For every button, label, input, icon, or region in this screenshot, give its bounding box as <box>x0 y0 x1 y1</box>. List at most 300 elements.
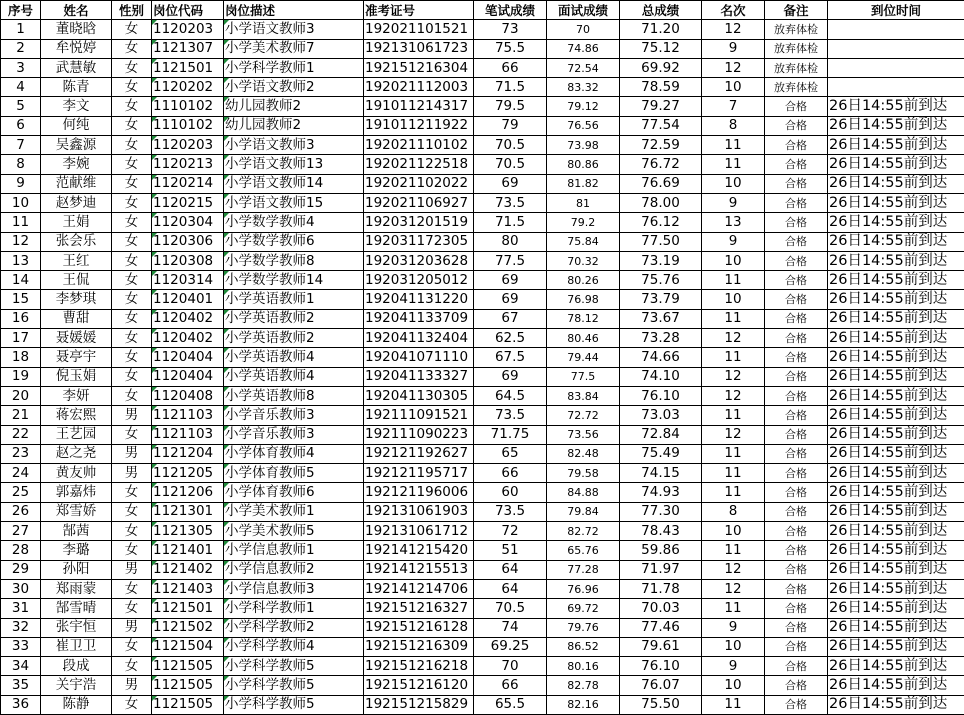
cell-exam-number[interactable]: 192031205012 <box>364 271 474 290</box>
cell-name[interactable]: 王艺园 <box>41 425 112 444</box>
cell-arrival-time[interactable]: 26日14:55前到达 <box>828 232 964 251</box>
cell-position-description[interactable]: 小学音乐教师3 <box>224 425 364 444</box>
cell-position-description[interactable]: 幼儿园教师2 <box>224 97 364 116</box>
cell-interview-score[interactable]: 83.84 <box>547 386 620 405</box>
cell-rank[interactable]: 11 <box>702 599 765 618</box>
cell-name[interactable]: 吴鑫源 <box>41 136 112 155</box>
cell-rank[interactable]: 10 <box>702 637 765 656</box>
cell-interview-score[interactable]: 79.12 <box>547 97 620 116</box>
cell-interview-score[interactable]: 74.86 <box>547 39 620 58</box>
cell-seq[interactable]: 9 <box>1 174 41 193</box>
cell-remark[interactable]: 合格 <box>765 290 828 309</box>
cell-position-code[interactable]: 1121301 <box>152 502 224 521</box>
cell-rank[interactable]: 13 <box>702 213 765 232</box>
cell-exam-number[interactable]: 192041131220 <box>364 290 474 309</box>
cell-gender[interactable]: 女 <box>112 367 152 386</box>
cell-remark[interactable]: 合格 <box>765 251 828 270</box>
cell-position-code[interactable]: 1120401 <box>152 290 224 309</box>
cell-written-score[interactable]: 65 <box>474 444 547 463</box>
cell-position-description[interactable]: 小学语文教师3 <box>224 20 364 39</box>
cell-remark[interactable]: 合格 <box>765 637 828 656</box>
cell-seq[interactable]: 3 <box>1 58 41 77</box>
cell-gender[interactable]: 男 <box>112 464 152 483</box>
cell-seq[interactable]: 32 <box>1 618 41 637</box>
cell-exam-number[interactable]: 192111091521 <box>364 406 474 425</box>
cell-exam-number[interactable]: 192021102022 <box>364 174 474 193</box>
cell-position-code[interactable]: 1110102 <box>152 97 224 116</box>
cell-position-description[interactable]: 小学科学教师2 <box>224 618 364 637</box>
cell-arrival-time[interactable]: 26日14:55前到达 <box>828 541 964 560</box>
cell-rank[interactable]: 11 <box>702 444 765 463</box>
cell-total-score[interactable]: 73.28 <box>620 329 702 348</box>
cell-rank[interactable]: 12 <box>702 560 765 579</box>
cell-remark[interactable]: 合格 <box>765 676 828 695</box>
header-position-code[interactable]: 岗位代码 <box>152 1 224 20</box>
cell-position-description[interactable]: 小学数学教师14 <box>224 271 364 290</box>
cell-interview-score[interactable]: 70.32 <box>547 251 620 270</box>
cell-total-score[interactable]: 73.19 <box>620 251 702 270</box>
cell-written-score[interactable]: 69 <box>474 174 547 193</box>
cell-name[interactable]: 赵梦迪 <box>41 193 112 212</box>
cell-arrival-time[interactable]: 26日14:55前到达 <box>828 174 964 193</box>
cell-position-description[interactable]: 小学美术教师5 <box>224 522 364 541</box>
header-rank[interactable]: 名次 <box>702 1 765 20</box>
cell-position-code[interactable]: 1120304 <box>152 213 224 232</box>
cell-interview-score[interactable]: 80.86 <box>547 155 620 174</box>
cell-rank[interactable]: 11 <box>702 695 765 714</box>
cell-written-score[interactable]: 62.5 <box>474 329 547 348</box>
cell-exam-number[interactable]: 192131061712 <box>364 522 474 541</box>
cell-position-code[interactable]: 1121206 <box>152 483 224 502</box>
cell-remark[interactable]: 合格 <box>765 309 828 328</box>
cell-total-score[interactable]: 74.93 <box>620 483 702 502</box>
cell-total-score[interactable]: 76.12 <box>620 213 702 232</box>
cell-rank[interactable]: 10 <box>702 174 765 193</box>
cell-gender[interactable]: 女 <box>112 290 152 309</box>
cell-gender[interactable]: 女 <box>112 483 152 502</box>
cell-gender[interactable]: 女 <box>112 348 152 367</box>
cell-position-code[interactable]: 1121505 <box>152 676 224 695</box>
cell-name[interactable]: 李梦琪 <box>41 290 112 309</box>
cell-gender[interactable]: 女 <box>112 39 152 58</box>
cell-exam-number[interactable]: 192141214706 <box>364 579 474 598</box>
cell-written-score[interactable]: 51 <box>474 541 547 560</box>
cell-written-score[interactable]: 71.5 <box>474 78 547 97</box>
cell-position-code[interactable]: 1121103 <box>152 406 224 425</box>
cell-name[interactable]: 武慧敏 <box>41 58 112 77</box>
cell-seq[interactable]: 28 <box>1 541 41 560</box>
cell-written-score[interactable]: 66 <box>474 464 547 483</box>
cell-interview-score[interactable]: 76.96 <box>547 579 620 598</box>
cell-name[interactable]: 郜雪晴 <box>41 599 112 618</box>
cell-rank[interactable]: 9 <box>702 657 765 676</box>
cell-rank[interactable]: 12 <box>702 20 765 39</box>
cell-interview-score[interactable]: 78.12 <box>547 309 620 328</box>
cell-name[interactable]: 李璐 <box>41 541 112 560</box>
cell-exam-number[interactable]: 192131061723 <box>364 39 474 58</box>
cell-position-description[interactable]: 小学科学教师1 <box>224 58 364 77</box>
cell-name[interactable]: 陈青 <box>41 78 112 97</box>
cell-position-description[interactable]: 小学科学教师1 <box>224 599 364 618</box>
cell-remark[interactable]: 合格 <box>765 502 828 521</box>
cell-arrival-time[interactable]: 26日14:55前到达 <box>828 136 964 155</box>
cell-seq[interactable]: 34 <box>1 657 41 676</box>
cell-gender[interactable]: 男 <box>112 618 152 637</box>
cell-interview-score[interactable]: 81.82 <box>547 174 620 193</box>
cell-name[interactable]: 牟悦婷 <box>41 39 112 58</box>
cell-seq[interactable]: 36 <box>1 695 41 714</box>
cell-remark[interactable]: 放弃体检 <box>765 78 828 97</box>
cell-position-description[interactable]: 小学信息教师1 <box>224 541 364 560</box>
cell-exam-number[interactable]: 192031203628 <box>364 251 474 270</box>
cell-position-description[interactable]: 小学英语教师8 <box>224 386 364 405</box>
cell-interview-score[interactable]: 79.44 <box>547 348 620 367</box>
cell-gender[interactable]: 女 <box>112 78 152 97</box>
cell-rank[interactable]: 11 <box>702 309 765 328</box>
cell-name[interactable]: 聂媛媛 <box>41 329 112 348</box>
cell-gender[interactable]: 男 <box>112 444 152 463</box>
cell-written-score[interactable]: 71.5 <box>474 213 547 232</box>
cell-interview-score[interactable]: 82.48 <box>547 444 620 463</box>
cell-name[interactable]: 赵之尧 <box>41 444 112 463</box>
cell-remark[interactable]: 合格 <box>765 97 828 116</box>
cell-rank[interactable]: 9 <box>702 232 765 251</box>
cell-rank[interactable]: 10 <box>702 522 765 541</box>
cell-gender[interactable]: 女 <box>112 213 152 232</box>
cell-gender[interactable]: 男 <box>112 676 152 695</box>
cell-position-code[interactable]: 1120404 <box>152 348 224 367</box>
cell-arrival-time[interactable]: 26日14:55前到达 <box>828 193 964 212</box>
cell-total-score[interactable]: 73.67 <box>620 309 702 328</box>
cell-exam-number[interactable]: 192151216304 <box>364 58 474 77</box>
cell-arrival-time[interactable]: 26日14:55前到达 <box>828 483 964 502</box>
cell-position-code[interactable]: 1120213 <box>152 155 224 174</box>
cell-written-score[interactable]: 69 <box>474 367 547 386</box>
cell-total-score[interactable]: 73.03 <box>620 406 702 425</box>
cell-rank[interactable]: 7 <box>702 97 765 116</box>
cell-exam-number[interactable]: 192151216218 <box>364 657 474 676</box>
cell-position-description[interactable]: 小学科学教师5 <box>224 695 364 714</box>
cell-interview-score[interactable]: 79.2 <box>547 213 620 232</box>
cell-name[interactable]: 崔卫卫 <box>41 637 112 656</box>
cell-name[interactable]: 王红 <box>41 251 112 270</box>
cell-seq[interactable]: 29 <box>1 560 41 579</box>
cell-arrival-time[interactable]: 26日14:55前到达 <box>828 522 964 541</box>
cell-position-code[interactable]: 1120203 <box>152 136 224 155</box>
cell-seq[interactable]: 24 <box>1 464 41 483</box>
cell-written-score[interactable]: 70.5 <box>474 136 547 155</box>
cell-total-score[interactable]: 76.07 <box>620 676 702 695</box>
cell-position-description[interactable]: 小学语文教师14 <box>224 174 364 193</box>
cell-rank[interactable]: 11 <box>702 271 765 290</box>
cell-gender[interactable]: 男 <box>112 406 152 425</box>
cell-arrival-time[interactable]: 26日14:55前到达 <box>828 657 964 676</box>
cell-seq[interactable]: 15 <box>1 290 41 309</box>
cell-remark[interactable]: 合格 <box>765 541 828 560</box>
cell-interview-score[interactable]: 65.76 <box>547 541 620 560</box>
cell-arrival-time[interactable]: 26日14:55前到达 <box>828 599 964 618</box>
cell-seq[interactable]: 8 <box>1 155 41 174</box>
cell-interview-score[interactable]: 76.98 <box>547 290 620 309</box>
cell-written-score[interactable]: 64.5 <box>474 386 547 405</box>
cell-gender[interactable]: 女 <box>112 425 152 444</box>
cell-remark[interactable]: 合格 <box>765 386 828 405</box>
cell-remark[interactable]: 合格 <box>765 136 828 155</box>
cell-remark[interactable]: 合格 <box>765 213 828 232</box>
cell-name[interactable]: 何纯 <box>41 116 112 135</box>
cell-position-description[interactable]: 小学数学教师4 <box>224 213 364 232</box>
cell-name[interactable]: 蒋宏熙 <box>41 406 112 425</box>
cell-exam-number[interactable]: 192131061903 <box>364 502 474 521</box>
cell-arrival-time[interactable]: 26日14:55前到达 <box>828 618 964 637</box>
cell-position-description[interactable]: 小学美术教师7 <box>224 39 364 58</box>
cell-seq[interactable]: 17 <box>1 329 41 348</box>
cell-written-score[interactable]: 66 <box>474 58 547 77</box>
cell-position-description[interactable]: 小学语文教师13 <box>224 155 364 174</box>
cell-gender[interactable]: 女 <box>112 541 152 560</box>
cell-interview-score[interactable]: 77.28 <box>547 560 620 579</box>
cell-rank[interactable]: 12 <box>702 329 765 348</box>
cell-total-score[interactable]: 75.12 <box>620 39 702 58</box>
cell-interview-score[interactable]: 77.5 <box>547 367 620 386</box>
cell-position-description[interactable]: 小学体育教师6 <box>224 483 364 502</box>
cell-exam-number[interactable]: 192021110102 <box>364 136 474 155</box>
cell-position-code[interactable]: 1121305 <box>152 522 224 541</box>
cell-seq[interactable]: 18 <box>1 348 41 367</box>
cell-seq[interactable]: 22 <box>1 425 41 444</box>
cell-name[interactable]: 郑雨蒙 <box>41 579 112 598</box>
cell-written-score[interactable]: 69 <box>474 290 547 309</box>
cell-position-description[interactable]: 小学语文教师3 <box>224 136 364 155</box>
cell-position-code[interactable]: 1120215 <box>152 193 224 212</box>
cell-total-score[interactable]: 75.76 <box>620 271 702 290</box>
cell-rank[interactable]: 11 <box>702 155 765 174</box>
cell-remark[interactable]: 合格 <box>765 464 828 483</box>
cell-interview-score[interactable]: 82.72 <box>547 522 620 541</box>
cell-exam-number[interactable]: 192021101521 <box>364 20 474 39</box>
cell-position-description[interactable]: 小学英语教师2 <box>224 329 364 348</box>
cell-gender[interactable]: 女 <box>112 232 152 251</box>
cell-position-code[interactable]: 1121501 <box>152 58 224 77</box>
cell-total-score[interactable]: 77.46 <box>620 618 702 637</box>
cell-arrival-time[interactable]: 26日14:55前到达 <box>828 97 964 116</box>
cell-interview-score[interactable]: 79.58 <box>547 464 620 483</box>
cell-position-code[interactable]: 1121204 <box>152 444 224 463</box>
cell-gender[interactable]: 女 <box>112 579 152 598</box>
cell-arrival-time[interactable]: 26日14:55前到达 <box>828 290 964 309</box>
header-arrival-time[interactable]: 到位时间 <box>828 1 964 20</box>
cell-exam-number[interactable]: 192041130305 <box>364 386 474 405</box>
cell-name[interactable]: 聂亭宇 <box>41 348 112 367</box>
cell-seq[interactable]: 25 <box>1 483 41 502</box>
cell-written-score[interactable]: 64 <box>474 579 547 598</box>
cell-written-score[interactable]: 79 <box>474 116 547 135</box>
cell-seq[interactable]: 30 <box>1 579 41 598</box>
cell-total-score[interactable]: 71.78 <box>620 579 702 598</box>
cell-position-code[interactable]: 1121402 <box>152 560 224 579</box>
cell-seq[interactable]: 16 <box>1 309 41 328</box>
cell-rank[interactable]: 10 <box>702 290 765 309</box>
cell-name[interactable]: 李婉 <box>41 155 112 174</box>
cell-rank[interactable]: 9 <box>702 193 765 212</box>
cell-remark[interactable]: 合格 <box>765 271 828 290</box>
cell-remark[interactable]: 合格 <box>765 348 828 367</box>
cell-name[interactable]: 段成 <box>41 657 112 676</box>
cell-exam-number[interactable]: 192041133709 <box>364 309 474 328</box>
cell-exam-number[interactable]: 191011214317 <box>364 97 474 116</box>
cell-interview-score[interactable]: 86.52 <box>547 637 620 656</box>
cell-arrival-time[interactable]: 26日14:55前到达 <box>828 637 964 656</box>
cell-interview-score[interactable]: 73.98 <box>547 136 620 155</box>
cell-gender[interactable]: 女 <box>112 657 152 676</box>
cell-arrival-time[interactable]: 26日14:55前到达 <box>828 329 964 348</box>
cell-name[interactable]: 倪玉娟 <box>41 367 112 386</box>
cell-position-description[interactable]: 小学美术教师1 <box>224 502 364 521</box>
cell-exam-number[interactable]: 192021122518 <box>364 155 474 174</box>
cell-written-score[interactable]: 77.5 <box>474 251 547 270</box>
cell-rank[interactable]: 10 <box>702 251 765 270</box>
cell-exam-number[interactable]: 192141215420 <box>364 541 474 560</box>
cell-gender[interactable]: 女 <box>112 20 152 39</box>
cell-exam-number[interactable]: 192151216120 <box>364 676 474 695</box>
header-exam-number[interactable]: 准考证号 <box>364 1 474 20</box>
cell-interview-score[interactable]: 73.56 <box>547 425 620 444</box>
cell-written-score[interactable]: 71.75 <box>474 425 547 444</box>
cell-remark[interactable]: 合格 <box>765 116 828 135</box>
cell-gender[interactable]: 女 <box>112 174 152 193</box>
cell-remark[interactable]: 合格 <box>765 483 828 502</box>
cell-name[interactable]: 郑雪娇 <box>41 502 112 521</box>
cell-interview-score[interactable]: 76.56 <box>547 116 620 135</box>
header-name[interactable]: 姓名 <box>41 1 112 20</box>
cell-name[interactable]: 董晓晗 <box>41 20 112 39</box>
cell-position-description[interactable]: 小学英语教师2 <box>224 309 364 328</box>
cell-position-code[interactable]: 1120408 <box>152 386 224 405</box>
cell-exam-number[interactable]: 192151216309 <box>364 637 474 656</box>
cell-arrival-time[interactable]: 26日14:55前到达 <box>828 213 964 232</box>
cell-name[interactable]: 王侃 <box>41 271 112 290</box>
cell-written-score[interactable]: 70 <box>474 657 547 676</box>
cell-rank[interactable]: 11 <box>702 136 765 155</box>
header-position-description[interactable]: 岗位描述 <box>224 1 364 20</box>
cell-interview-score[interactable]: 84.88 <box>547 483 620 502</box>
cell-seq[interactable]: 5 <box>1 97 41 116</box>
cell-gender[interactable]: 女 <box>112 193 152 212</box>
cell-exam-number[interactable]: 192111090223 <box>364 425 474 444</box>
cell-written-score[interactable]: 74 <box>474 618 547 637</box>
cell-arrival-time[interactable]: 26日14:55前到达 <box>828 579 964 598</box>
cell-rank[interactable]: 8 <box>702 502 765 521</box>
cell-interview-score[interactable]: 82.16 <box>547 695 620 714</box>
cell-total-score[interactable]: 74.66 <box>620 348 702 367</box>
cell-position-code[interactable]: 1121504 <box>152 637 224 656</box>
cell-gender[interactable]: 女 <box>112 522 152 541</box>
cell-interview-score[interactable]: 72.54 <box>547 58 620 77</box>
cell-written-score[interactable]: 60 <box>474 483 547 502</box>
cell-arrival-time[interactable]: 26日14:55前到达 <box>828 367 964 386</box>
cell-gender[interactable]: 女 <box>112 251 152 270</box>
cell-total-score[interactable]: 69.92 <box>620 58 702 77</box>
cell-name[interactable]: 张会乐 <box>41 232 112 251</box>
cell-position-code[interactable]: 1120308 <box>152 251 224 270</box>
cell-position-code[interactable]: 1120404 <box>152 367 224 386</box>
cell-rank[interactable]: 12 <box>702 367 765 386</box>
cell-gender[interactable]: 女 <box>112 502 152 521</box>
cell-remark[interactable]: 合格 <box>765 193 828 212</box>
cell-written-score[interactable]: 70.5 <box>474 599 547 618</box>
cell-interview-score[interactable]: 83.32 <box>547 78 620 97</box>
cell-total-score[interactable]: 79.27 <box>620 97 702 116</box>
cell-seq[interactable]: 23 <box>1 444 41 463</box>
cell-gender[interactable]: 女 <box>112 637 152 656</box>
cell-position-code[interactable]: 1121501 <box>152 599 224 618</box>
cell-interview-score[interactable]: 72.72 <box>547 406 620 425</box>
cell-remark[interactable]: 合格 <box>765 560 828 579</box>
cell-exam-number[interactable]: 191011211922 <box>364 116 474 135</box>
cell-total-score[interactable]: 75.50 <box>620 695 702 714</box>
cell-position-description[interactable]: 小学体育教师4 <box>224 444 364 463</box>
cell-remark[interactable]: 合格 <box>765 657 828 676</box>
cell-exam-number[interactable]: 192021106927 <box>364 193 474 212</box>
cell-remark[interactable]: 合格 <box>765 406 828 425</box>
header-gender[interactable]: 性别 <box>112 1 152 20</box>
cell-interview-score[interactable]: 81 <box>547 193 620 212</box>
cell-remark[interactable]: 合格 <box>765 155 828 174</box>
cell-position-description[interactable]: 小学数学教师8 <box>224 251 364 270</box>
cell-written-score[interactable]: 70.5 <box>474 155 547 174</box>
cell-remark[interactable]: 合格 <box>765 367 828 386</box>
cell-gender[interactable]: 女 <box>112 97 152 116</box>
cell-written-score[interactable]: 66 <box>474 676 547 695</box>
cell-gender[interactable]: 女 <box>112 695 152 714</box>
cell-rank[interactable]: 12 <box>702 58 765 77</box>
cell-written-score[interactable]: 67 <box>474 309 547 328</box>
cell-total-score[interactable]: 75.49 <box>620 444 702 463</box>
cell-position-code[interactable]: 1120314 <box>152 271 224 290</box>
cell-position-description[interactable]: 小学英语教师4 <box>224 348 364 367</box>
cell-name[interactable]: 孙阳 <box>41 560 112 579</box>
cell-arrival-time[interactable]: 26日14:55前到达 <box>828 444 964 463</box>
cell-remark[interactable]: 合格 <box>765 599 828 618</box>
cell-total-score[interactable]: 70.03 <box>620 599 702 618</box>
cell-interview-score[interactable]: 80.26 <box>547 271 620 290</box>
cell-position-code[interactable]: 1121103 <box>152 425 224 444</box>
cell-position-description[interactable]: 小学体育教师5 <box>224 464 364 483</box>
cell-rank[interactable]: 10 <box>702 676 765 695</box>
cell-name[interactable]: 关宇浩 <box>41 676 112 695</box>
cell-name[interactable]: 郜茜 <box>41 522 112 541</box>
cell-seq[interactable]: 13 <box>1 251 41 270</box>
cell-remark[interactable]: 合格 <box>765 695 828 714</box>
cell-remark[interactable]: 放弃体检 <box>765 39 828 58</box>
cell-arrival-time[interactable]: 26日14:55前到达 <box>828 251 964 270</box>
cell-position-code[interactable]: 1121505 <box>152 695 224 714</box>
cell-rank[interactable]: 11 <box>702 483 765 502</box>
cell-seq[interactable]: 33 <box>1 637 41 656</box>
cell-position-description[interactable]: 小学科学教师5 <box>224 676 364 695</box>
cell-position-description[interactable]: 小学语文教师2 <box>224 78 364 97</box>
cell-seq[interactable]: 27 <box>1 522 41 541</box>
cell-written-score[interactable]: 75.5 <box>474 39 547 58</box>
cell-name[interactable]: 李妍 <box>41 386 112 405</box>
cell-total-score[interactable]: 78.43 <box>620 522 702 541</box>
cell-arrival-time[interactable]: 26日14:55前到达 <box>828 271 964 290</box>
cell-seq[interactable]: 12 <box>1 232 41 251</box>
cell-rank[interactable]: 12 <box>702 386 765 405</box>
cell-seq[interactable]: 31 <box>1 599 41 618</box>
cell-interview-score[interactable]: 82.78 <box>547 676 620 695</box>
cell-position-code[interactable]: 1110102 <box>152 116 224 135</box>
